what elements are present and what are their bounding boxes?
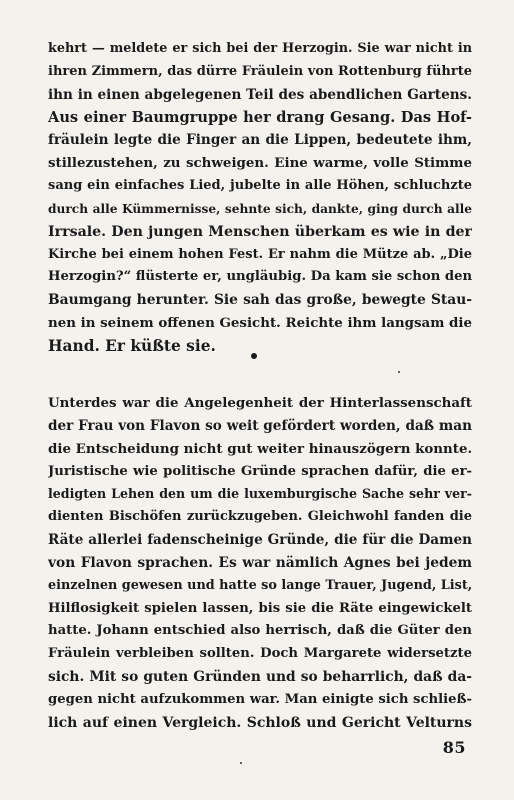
text-line: ledigten Lehen den um die luxemburgische Sache sehr ver- [48, 486, 472, 502]
text-line: einzelnen gewesen und hatte so lange Trauer, Jugend, List, [48, 577, 472, 593]
text-line: nen in seinem offenen Gesicht. Reichte ihm langsam die [48, 315, 472, 332]
text-line: dienten Bischöfen zurückzugeben. Gleichwohl fanden die [48, 509, 472, 525]
text-line: ihn in einen abgelegenen Teil des abendlichen Gartens. [48, 86, 472, 103]
text-line: der Frau von Flavon so weit gefördert worden, daß man [48, 417, 472, 434]
text-line: hatte. Johann entschied also herrisch, daß die Güter den [48, 623, 472, 639]
text-line: die Entscheidung nicht gut weiter hinauszögern konnte. [48, 440, 472, 457]
text-line: Hilflosigkeit spielen lassen, bis sie die Räte eingewickelt [48, 600, 472, 616]
text-line: Unterdes war die Angelegenheit der Hinterlassenschaft [48, 395, 472, 411]
text-line: sich. Mit so guten Gründen und so beharrlich, daß da- [48, 669, 472, 686]
section-divider-dot [251, 353, 257, 359]
text-line: ihren Zimmern, das dürre Fräulein von Rottenburg führte [48, 63, 472, 79]
text-line: Fräulein verbleiben sollten. Doch Margarete widersetzte [48, 646, 472, 662]
paragraph-1 [48, 38, 472, 358]
text-line: Juristische wie politische Gründe sprachen dafür, die er- [48, 463, 472, 479]
page-number: 85 [442, 738, 466, 757]
print-speck [240, 762, 242, 764]
text-line: Kirche bei einem hohen Fest. Er nahm die Mütze ab. „Die [48, 246, 472, 262]
text-line: Herzogin?“ flüsterte er, ungläubig. Da kam sie schon den [48, 269, 472, 285]
text-line: Hand. Er küßte sie. [48, 336, 216, 355]
paragraph-2 [48, 392, 472, 735]
text-line: Räte allerlei fadenscheinige Gründe, die für die Damen [48, 532, 472, 549]
text-line: lich auf einen Vergleich. Schloß und Gericht Velturns [48, 714, 472, 731]
text-line: von Flavon sprachen. Es war nämlich Agnes bei jedem [48, 554, 472, 571]
text-line: kehrt — meldete er sich bei der Herzogin. Sie war nicht in [48, 41, 472, 56]
text-line: durch alle Kümmernisse, sehnte sich, dankte, ging durch alle [48, 201, 472, 216]
text-line: stillezustehen, zu schweigen. Eine warme, volle Stimme [48, 155, 472, 172]
text-line: Aus einer Baumgruppe her drang Gesang. Das Hof- [48, 108, 472, 126]
text-line: fräulein legte die Finger an die Lippen, bedeutete ihm, [48, 132, 472, 149]
print-speck [398, 371, 400, 373]
text-line: Baumgang herunter. Sie sah das große, bewegte Stau- [48, 292, 472, 309]
text-line: sang ein einfaches Lied, jubelte in alle Höhen, schluchzte [48, 178, 472, 194]
text-line: gegen nicht aufzukommen war. Man einigte sich schließ- [48, 691, 472, 707]
text-line: Irrsale. Den jungen Menschen überkam es wie in der [48, 223, 472, 240]
